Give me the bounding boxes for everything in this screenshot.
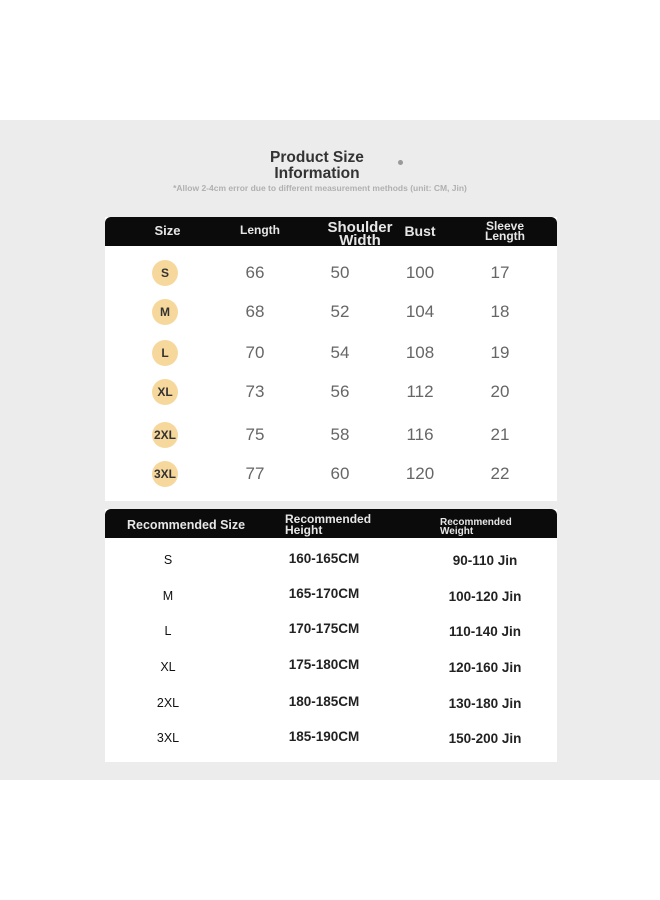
recommend-cell: 175-180CM: [288, 657, 360, 672]
recommend-cell: XL: [160, 660, 176, 674]
size-cell: 20: [490, 382, 510, 401]
size-cell: 75: [245, 425, 265, 444]
size-cell: 54: [330, 343, 350, 362]
size-cell: 108: [405, 343, 435, 362]
recommend-cell: 100-120 Jin: [448, 589, 522, 604]
recommend-cell: 130-180 Jin: [448, 696, 522, 711]
size-cell: 18: [490, 302, 510, 321]
size-cell: 100: [405, 263, 435, 282]
size-cell: 50: [330, 263, 350, 282]
size-cell: 19: [490, 343, 510, 362]
size-cell: 70: [245, 343, 265, 362]
recommend-header-2: Recommended Weight: [440, 517, 512, 537]
size-cell: 60: [330, 464, 350, 483]
recommend-header-1: Recommended Height: [285, 512, 372, 537]
size-cell: 73: [245, 382, 265, 401]
size-cell: 66: [245, 263, 265, 282]
size-cell: 52: [330, 302, 350, 321]
measurement-note: *Allow 2-4cm error due to different measurement methods (unit: CM, Jin): [173, 183, 467, 193]
recommend-table-header: [105, 509, 557, 538]
size-badge: M: [152, 299, 178, 325]
size-cell: 56: [330, 382, 350, 401]
recommend-cell: 120-160 Jin: [448, 660, 522, 675]
recommend-header-0: Recommended Size: [127, 518, 246, 532]
size-cell: 21: [490, 425, 510, 444]
size-badge: 2XL: [152, 422, 178, 448]
recommend-table: [105, 509, 557, 762]
recommend-cell: 165-170CM: [288, 586, 360, 601]
size-table: [105, 217, 557, 501]
recommend-cell: 3XL: [156, 731, 180, 745]
recommend-cell: 180-185CM: [288, 694, 360, 709]
size-cell: 68: [245, 302, 265, 321]
recommend-cell: 160-165CM: [288, 551, 360, 566]
size-cell: 17: [490, 263, 510, 282]
recommend-cell: S: [163, 553, 173, 567]
dot-icon: [398, 160, 403, 165]
size-cell: 120: [405, 464, 435, 483]
size-header-3: Bust: [404, 223, 436, 239]
recommend-cell: 90-110 Jin: [452, 553, 518, 568]
size-cell: 104: [405, 302, 435, 321]
size-cell: 116: [406, 425, 434, 444]
size-badge: XL: [152, 379, 178, 405]
recommend-cell: 150-200 Jin: [448, 731, 522, 746]
title-line-2: Information: [274, 165, 360, 182]
recommend-cell: 2XL: [156, 696, 180, 710]
size-header-4: Sleeve Length: [485, 219, 525, 243]
size-badge: S: [152, 260, 178, 286]
recommend-cell: L: [164, 624, 172, 638]
page-title: [217, 150, 417, 182]
size-badge: L: [152, 340, 178, 366]
recommend-cell: 110-140 Jin: [448, 624, 522, 639]
size-header-0: Size: [154, 223, 181, 238]
title-line-1: Product Size: [270, 149, 364, 166]
recommend-cell: 170-175CM: [288, 621, 360, 636]
size-table-header: [105, 217, 557, 249]
size-header-1: Length: [240, 223, 280, 237]
size-cell: 58: [330, 425, 350, 444]
recommend-cell: 185-190CM: [288, 729, 360, 744]
size-cell: 22: [490, 464, 510, 483]
size-badge: 3XL: [152, 461, 178, 487]
size-cell: 77: [245, 464, 265, 483]
size-cell: 112: [406, 382, 434, 401]
recommend-cell: M: [162, 589, 174, 603]
size-header-2: Shoulder Width: [327, 219, 393, 249]
